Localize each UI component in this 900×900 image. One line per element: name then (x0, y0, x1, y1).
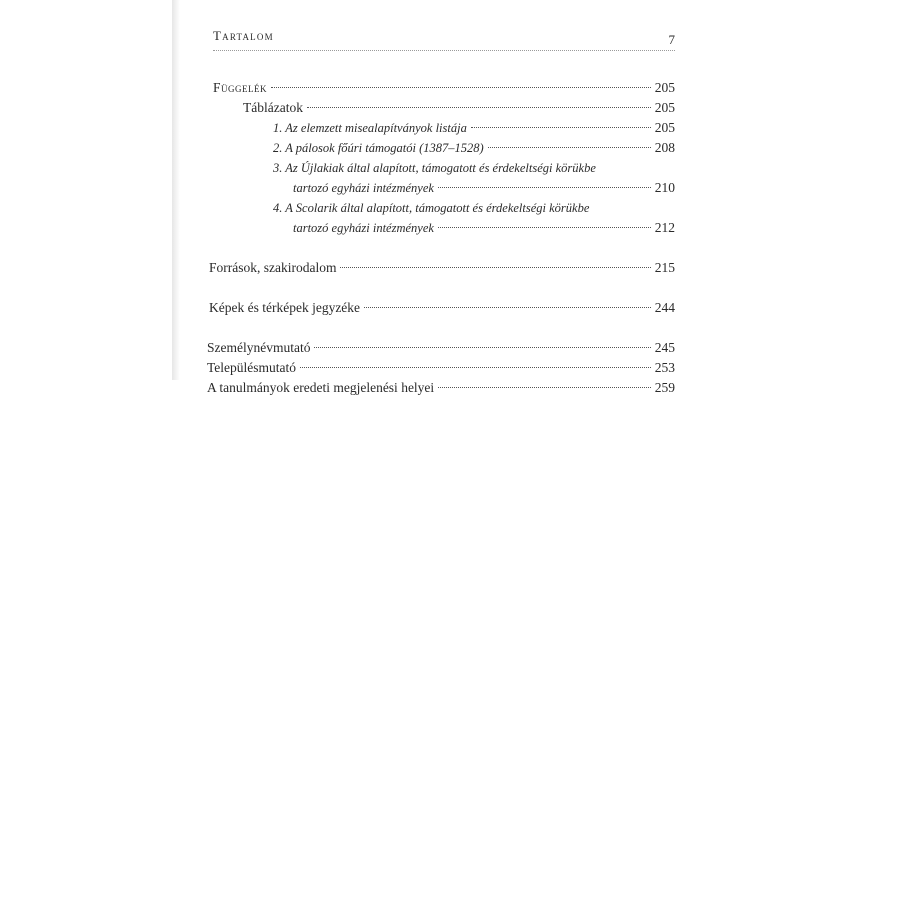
toc-entry-page: 205 (654, 120, 675, 135)
toc-entry-label: Képek és térképek jegyzéke (209, 300, 361, 315)
toc-entry-page: 215 (654, 260, 675, 275)
toc-entry-label: Személynévmutató (207, 340, 311, 355)
toc-entry-table-4[interactable] (293, 218, 675, 238)
dot-leader (438, 187, 651, 188)
toc-entry-label: 2. A pálosok főúri támogatói (1387–1528) (273, 141, 484, 155)
toc-entry-page: 253 (654, 360, 675, 375)
toc-entry-tablazatok[interactable] (243, 98, 675, 118)
toc-entry-forrasok[interactable] (209, 258, 675, 278)
toc-entry-page: 205 (654, 80, 675, 95)
dot-leader (471, 127, 651, 128)
toc-entry-label: tartozó egyházi intézmények (293, 181, 434, 195)
toc-entry-tanulmanyok[interactable] (207, 378, 675, 398)
toc-entry-table-2[interactable] (273, 138, 675, 158)
running-header-title: Tartalom (213, 28, 274, 43)
toc-entry-label: Források, szakirodalom (209, 260, 337, 275)
table-of-contents (0, 0, 900, 420)
toc-entry-page: 259 (654, 380, 675, 395)
dot-leader (438, 387, 651, 388)
dot-leader (314, 347, 650, 348)
dot-leader (271, 87, 651, 88)
dot-leader (300, 367, 651, 368)
toc-entry-table-1[interactable] (273, 118, 675, 138)
toc-entry-label: A tanulmányok eredeti megjelenési helyei (207, 380, 435, 395)
toc-entry-page: 205 (654, 100, 675, 115)
toc-entry-table-3[interactable] (293, 178, 675, 198)
toc-entry-page: 208 (654, 140, 675, 155)
dot-leader (438, 227, 651, 228)
toc-entry-table-3-line-1: 3. Az Újlakiak által alapított, támogatott és érdekeltségi körükbe (273, 161, 596, 175)
toc-entry-label: Függelék (213, 80, 267, 95)
toc-entry-telepulesmutato[interactable] (207, 358, 675, 378)
toc-entry-label: tartozó egyházi intézmények (293, 221, 434, 235)
toc-entry-page: 212 (654, 220, 675, 235)
toc-entry-szemelynevmutato[interactable] (207, 338, 675, 358)
toc-entry-kepek[interactable] (209, 298, 675, 318)
dot-leader (488, 147, 651, 148)
dot-leader (340, 267, 650, 268)
toc-entry-label: 1. Az elemzett misealapítványok listája (273, 121, 467, 135)
toc-entry-table-4-line-1: 4. A Scolarik által alapított, támogatott és érdekeltségi körükbe (273, 201, 590, 215)
toc-entry-label: Táblázatok (243, 100, 303, 115)
toc-entry-page: 245 (654, 340, 675, 355)
dot-leader (364, 307, 651, 308)
dot-leader (307, 107, 651, 108)
toc-entry-page: 244 (654, 300, 675, 315)
page-number: 7 (668, 32, 675, 47)
toc-entry-label: Településmutató (207, 360, 297, 375)
toc-entry-fuggelek[interactable] (213, 78, 675, 98)
toc-entry-page: 210 (654, 180, 675, 195)
